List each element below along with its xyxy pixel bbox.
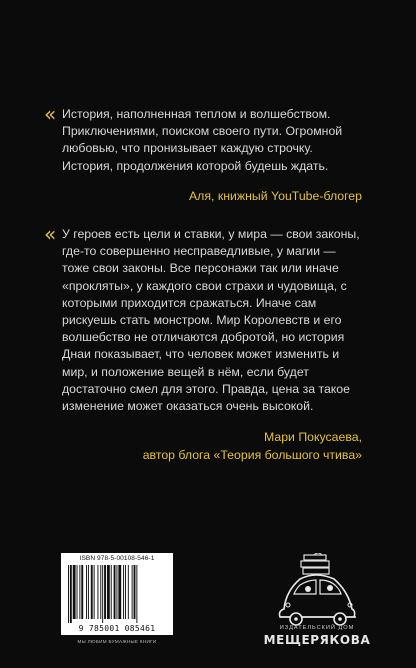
quote-block-2	[44, 222, 362, 464]
publisher-name: МЕЩЕРЯКОВА	[263, 633, 371, 647]
isbn-text: ISBN 978-5-00108-546-1	[79, 555, 155, 562]
publisher-label: ИЗДАТЕЛЬСКИЙ ДОМ	[279, 625, 355, 631]
motto-text: МЫ ЛЮБИМ БУМАЖНЫЕ КНИГИ	[77, 639, 157, 644]
quote-block-1	[44, 102, 362, 205]
quote-mark-icon: «	[44, 222, 57, 246]
quote-mark-icon: «	[44, 102, 57, 126]
quote-attribution-1: Аля, книжный YouTube-блогер	[188, 188, 362, 203]
quote-attribution-2-role: автор блога «Теория большого чтива»	[142, 447, 362, 462]
quote-text-1: История, наполненная теплом и волшебством. Приключениями, поиском своего пути. Огромной любовью, что пронизывает каждую строчку. История, продолжения которой будешь ждать.	[62, 107, 343, 173]
barcode-digits: 9 785001 085461	[78, 624, 156, 633]
barcode-label	[61, 553, 173, 635]
quote-text-2: У героев есть цели и ставки, у мира — свои законы, где-то совершенно несправедливые, у магии — тоже свои законы. Все персонажи так или иначе «прокляты», у каждого свои страхи и чудовища, с которыми приходится сражаться. Иначе сам рискуешь стать монстром. Мир Королевств и его волшебство не отличаются добротой, но история Днаи показывает, что человек может изменить и мир, и положение вещей в нём, если будет достаточно смел для этого. Правда, цена за такое изменение может оказаться очень высокой.	[62, 227, 360, 414]
quote-attribution-2-name: Мари Покусаева,	[263, 430, 362, 445]
barcode-icon	[67, 565, 167, 623]
